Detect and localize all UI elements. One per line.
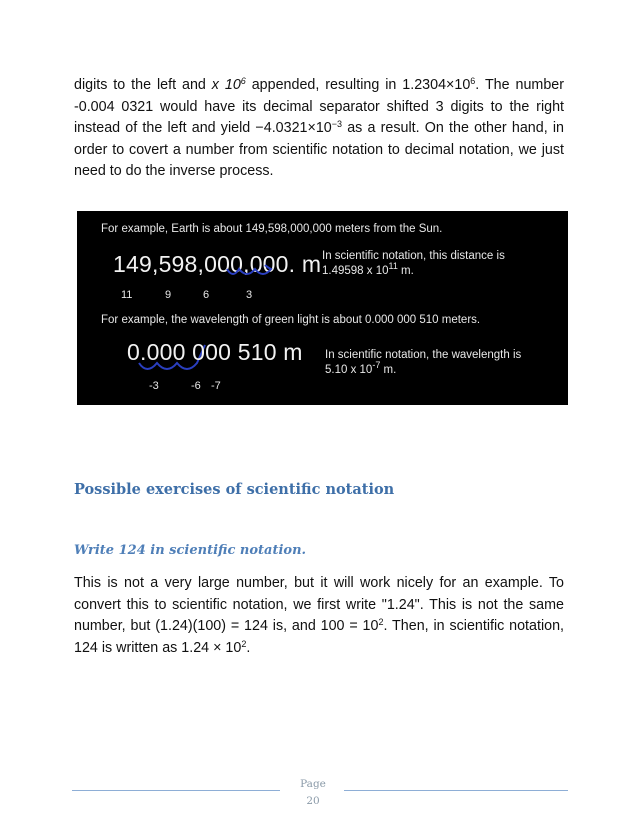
exponent: −3 xyxy=(331,119,342,130)
explanation-line: In scientific notation, the wavelength is xyxy=(325,349,522,361)
exponent: 2 xyxy=(378,617,384,628)
text-segment: digits to the left and xyxy=(74,77,212,93)
small-number-wavelength: 0.000 000 510 m xyxy=(127,339,303,365)
text-segment: . Then, in scientific notation, 124 is written as 1.24 × 10 xyxy=(74,618,564,656)
explanation-value xyxy=(325,360,521,378)
section-heading: Possible exercises of scientific notation xyxy=(74,481,395,498)
text-segment: as a result. On the other hand, in order to covert a number from scientific notation to decimal notation, we just need to do the inverse process. xyxy=(74,120,564,179)
digit-count: 3 xyxy=(246,289,253,301)
digit-count: -3 xyxy=(149,380,159,392)
value-unit: m. xyxy=(397,265,414,277)
variable-expression xyxy=(212,77,246,93)
explanation-value xyxy=(322,261,505,279)
page-number: 20 xyxy=(306,795,320,807)
scientific-notation-example-image xyxy=(77,211,568,405)
exponent: 6 xyxy=(240,76,246,87)
value-base: 1.49598 x 10 xyxy=(322,265,389,277)
exponent: 6 xyxy=(470,76,476,87)
text-segment: . xyxy=(246,639,251,656)
body-paragraph-1 xyxy=(74,75,564,183)
exercise-subheading: Write 124 in scientific notation. xyxy=(74,543,307,558)
digit-count: -7 xyxy=(211,380,221,392)
large-number-distance: 149,598,000,000. m xyxy=(113,251,322,277)
explanation-distance xyxy=(322,249,505,279)
footer-rule-right xyxy=(344,790,568,791)
digit-count: 6 xyxy=(203,289,210,301)
explanation-wavelength xyxy=(325,348,521,378)
value-base: 5.10 x 10 xyxy=(325,364,373,376)
page-label: Page xyxy=(300,778,326,790)
exponent: 11 xyxy=(388,261,398,272)
text-segment: appended, resulting in 1.2304×10 xyxy=(245,77,471,93)
body-paragraph-2 xyxy=(74,573,564,659)
explanation-line: In scientific notation, this distance is xyxy=(322,250,505,262)
example-sentence-earth: For example, Earth is about 149,598,000,000 meters from the Sun. xyxy=(101,223,443,235)
text-segment: This is not a very large number, but it will work nicely for an example. To convert this to scientific notation, we first write "1.24". This is not the same number, but (1.24)(100) = 124 is, and 100 = 10 xyxy=(74,575,564,634)
digit-count: 9 xyxy=(165,289,172,301)
text-segment: . The number -0.004 0321 would have its decimal separator shifted 3 digits to the right instead of the left and yield −4.0321×10 xyxy=(74,77,564,136)
variable-base: x 10 xyxy=(211,77,241,93)
example-sentence-green-light: For example, the wavelength of green light is about 0.000 000 510 meters. xyxy=(101,314,481,326)
digit-count: 11 xyxy=(121,289,133,301)
footer-rule-left xyxy=(72,790,280,791)
digit-count: -6 xyxy=(191,380,201,392)
exponent: -7 xyxy=(372,360,381,371)
hop-arrow-large-number xyxy=(227,265,271,274)
exponent: 2 xyxy=(241,638,247,649)
value-unit: m. xyxy=(380,364,397,376)
